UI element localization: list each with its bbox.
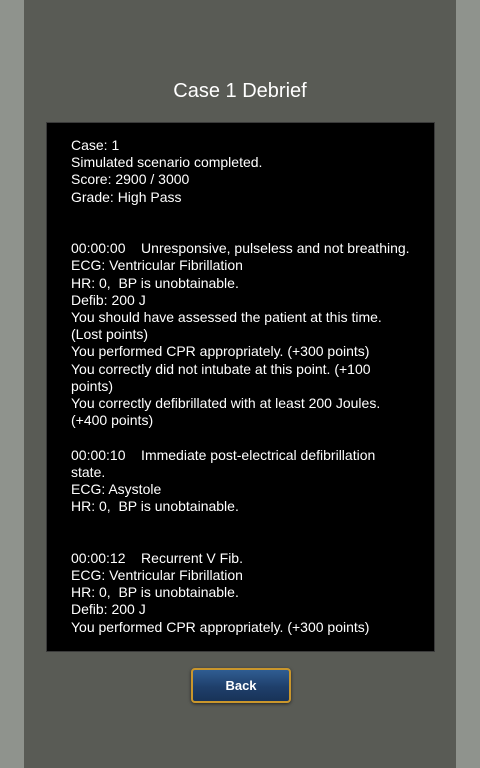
debrief-line: ECG: Asystole bbox=[71, 481, 162, 498]
debrief-line: You correctly defibrillated with at least 200 Joules. (+400 points) bbox=[71, 395, 385, 429]
right-border bbox=[456, 0, 480, 768]
debrief-line: 00:00:10 Immediate post-electrical defibrillation state. bbox=[71, 446, 380, 480]
debrief-line: You should have assessed the patient at this time. (Lost points) bbox=[71, 309, 386, 343]
debrief-line: ECG: Ventricular Fibrillation bbox=[71, 257, 243, 274]
debrief-log-text bbox=[71, 137, 411, 636]
debrief-line bbox=[71, 223, 411, 240]
debrief-log-panel[interactable] bbox=[46, 122, 435, 652]
debrief-line: Defib: 200 J bbox=[71, 601, 146, 618]
debrief-line: HR: 0, BP is unobtainable. bbox=[71, 584, 239, 601]
debrief-line: You performed CPR appropriately. (+300 points) bbox=[71, 618, 370, 635]
debrief-line: Grade: High Pass bbox=[71, 188, 182, 205]
debrief-line: Score: 2900 / 3000 bbox=[71, 171, 190, 188]
debrief-line bbox=[71, 533, 411, 550]
debrief-line: You performed CPR appropriately. (+300 points) bbox=[71, 343, 370, 360]
debrief-line: ECG: Ventricular Fibrillation bbox=[71, 567, 243, 584]
dialog-title: Case 1 Debrief bbox=[173, 80, 307, 102]
debrief-line bbox=[71, 515, 411, 532]
debrief-line: HR: 0, BP is unobtainable. bbox=[71, 274, 239, 291]
debrief-line: 00:00:12 Recurrent V Fib. bbox=[71, 549, 243, 566]
debrief-line: Simulated scenario completed. bbox=[71, 154, 263, 171]
left-border bbox=[0, 0, 24, 768]
back-button[interactable]: Back bbox=[191, 668, 291, 703]
debrief-line bbox=[71, 429, 411, 446]
debrief-line: 00:00:00 Unresponsive, pulseless and not breathing. bbox=[71, 240, 410, 257]
debrief-line bbox=[71, 206, 411, 223]
debrief-dialog bbox=[24, 0, 456, 768]
debrief-line: Defib: 200 J bbox=[71, 291, 146, 308]
debrief-line: HR: 0, BP is unobtainable. bbox=[71, 498, 239, 515]
debrief-line: You correctly did not intubate at this point. (+100 points) bbox=[71, 360, 375, 394]
debrief-line: Case: 1 bbox=[71, 137, 120, 153]
